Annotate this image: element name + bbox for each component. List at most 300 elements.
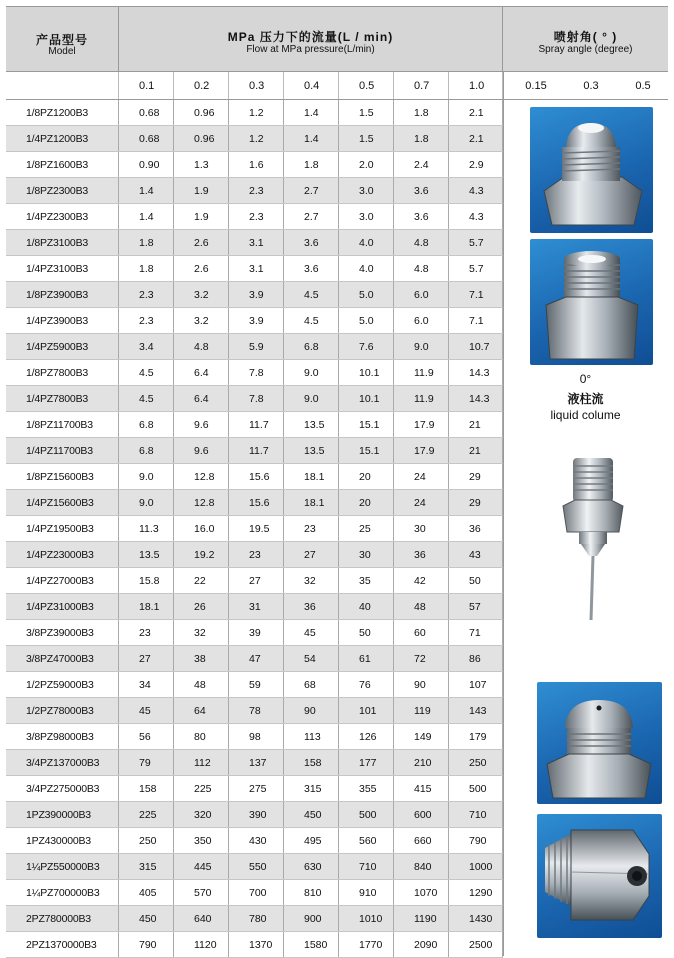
- flow-value-cell: 15.1: [339, 438, 394, 463]
- flow-value-cell: 158: [284, 750, 339, 775]
- flow-value-cell: 23: [284, 516, 339, 541]
- flow-value-cell: 10.7: [449, 334, 503, 359]
- spray-pressure-cell: 0.5: [635, 80, 651, 92]
- flow-value-cell: 11.9: [394, 360, 449, 385]
- model-header: [6, 6, 119, 72]
- model-cell: 3/8PZ98000B3: [6, 724, 119, 749]
- flow-value-cell: 1190: [394, 906, 449, 931]
- flow-value-cell: 2500: [449, 932, 503, 957]
- flow-value-cell: 6.4: [174, 360, 229, 385]
- flow-value-cell: 320: [174, 802, 229, 827]
- flow-value-cell: 36: [394, 542, 449, 567]
- flow-value-cell: 710: [339, 854, 394, 879]
- spray-type-zh: 液柱流: [567, 392, 604, 406]
- flow-value-cell: 72: [394, 646, 449, 671]
- table-row: [6, 906, 503, 932]
- flow-value-cell: 1.5: [339, 100, 394, 125]
- flow-value-cell: 18.1: [119, 594, 174, 619]
- flow-value-cell: 137: [229, 750, 284, 775]
- flow-value-cell: 23: [229, 542, 284, 567]
- table-row: [6, 516, 503, 542]
- model-cell: 1PZ430000B3: [6, 828, 119, 853]
- flow-value-cell: 39: [229, 620, 284, 645]
- pressure-cell: 0.3: [229, 72, 284, 99]
- flow-value-cell: 14.3: [449, 360, 503, 385]
- table-row: [6, 438, 503, 464]
- flow-value-cell: 355: [339, 776, 394, 801]
- flow-value-cell: 36: [449, 516, 503, 541]
- table-row: [6, 178, 503, 204]
- flow-value-cell: 0.96: [174, 126, 229, 151]
- model-cell: 3/8PZ47000B3: [6, 646, 119, 671]
- spray-header: [503, 6, 668, 72]
- flow-value-cell: 450: [119, 906, 174, 931]
- flow-value-cell: 560: [339, 828, 394, 853]
- flow-value-cell: 3.1: [229, 230, 284, 255]
- nozzle-photo-1: [530, 107, 653, 233]
- flow-value-cell: 9.0: [394, 334, 449, 359]
- table-row: [6, 672, 503, 698]
- flow-value-cell: 30: [339, 542, 394, 567]
- flow-value-cell: 27: [119, 646, 174, 671]
- flow-value-cell: 101: [339, 698, 394, 723]
- flow-value-cell: 15.1: [339, 412, 394, 437]
- flow-value-cell: 405: [119, 880, 174, 905]
- flow-value-cell: 415: [394, 776, 449, 801]
- table-row: [6, 854, 503, 880]
- pressure-row-blank: [6, 72, 119, 99]
- flow-value-cell: 9.6: [174, 438, 229, 463]
- flow-value-cell: 126: [339, 724, 394, 749]
- flow-value-cell: 4.0: [339, 230, 394, 255]
- flow-value-cell: 3.9: [229, 308, 284, 333]
- model-header-zh: 产品型号: [35, 33, 88, 47]
- model-cell: 3/8PZ39000B3: [6, 620, 119, 645]
- model-cell: 1/2PZ59000B3: [6, 672, 119, 697]
- flow-value-cell: 15.6: [229, 490, 284, 515]
- model-cell: 1PZ390000B3: [6, 802, 119, 827]
- flow-value-cell: 630: [284, 854, 339, 879]
- flow-value-cell: 1000: [449, 854, 503, 879]
- model-cell: 3/4PZ137000B3: [6, 750, 119, 775]
- flow-value-cell: 13.5: [119, 542, 174, 567]
- flow-value-cell: 2.6: [174, 256, 229, 281]
- flow-value-cell: 4.5: [119, 360, 174, 385]
- flow-value-cell: 2.4: [394, 152, 449, 177]
- flow-value-cell: 1.6: [229, 152, 284, 177]
- table-row: [6, 412, 503, 438]
- flow-value-cell: 10.1: [339, 386, 394, 411]
- flow-value-cell: 60: [394, 620, 449, 645]
- flow-header-en: Flow at MPa pressure(L/min): [246, 44, 375, 55]
- flow-value-cell: 1.2: [229, 126, 284, 151]
- flow-value-cell: 29: [449, 464, 503, 489]
- flow-value-cell: 2.9: [449, 152, 503, 177]
- model-cell: 3/4PZ275000B3: [6, 776, 119, 801]
- flow-value-cell: 32: [174, 620, 229, 645]
- flow-value-cell: 36: [284, 594, 339, 619]
- flow-value-cell: 3.0: [339, 178, 394, 203]
- flow-value-cell: 158: [119, 776, 174, 801]
- flow-value-cell: 6.8: [119, 412, 174, 437]
- flow-value-cell: 5.0: [339, 282, 394, 307]
- flow-value-cell: 1.2: [229, 100, 284, 125]
- flow-value-cell: 2.3: [119, 308, 174, 333]
- table-row: [6, 230, 503, 256]
- flow-value-cell: 810: [284, 880, 339, 905]
- flow-value-cell: 18.1: [284, 464, 339, 489]
- flow-value-cell: 1.8: [284, 152, 339, 177]
- model-cell: 1/8PZ2300B3: [6, 178, 119, 203]
- table-row: [6, 620, 503, 646]
- flow-value-cell: 4.8: [394, 230, 449, 255]
- table-row: [6, 698, 503, 724]
- table-row: [6, 880, 503, 906]
- flow-value-cell: 18.1: [284, 490, 339, 515]
- pressure-row: [6, 72, 668, 100]
- nozzle-photo-2: [530, 239, 653, 365]
- flow-value-cell: 4.5: [119, 386, 174, 411]
- table-row: [6, 256, 503, 282]
- flow-value-cell: 9.0: [284, 360, 339, 385]
- flow-value-cell: 4.5: [284, 308, 339, 333]
- nozzle-photo-pinhole: [537, 682, 662, 804]
- flow-value-cell: 23: [119, 620, 174, 645]
- model-cell: 1/8PZ1200B3: [6, 100, 119, 125]
- flow-value-cell: 1.4: [284, 100, 339, 125]
- flow-value-cell: 26: [174, 594, 229, 619]
- pressure-cell: 0.5: [339, 72, 394, 99]
- flow-value-cell: 2.1: [449, 100, 503, 125]
- flow-value-cell: 15.8: [119, 568, 174, 593]
- flow-value-cell: 710: [449, 802, 503, 827]
- flow-value-cell: 20: [339, 490, 394, 515]
- flow-value-cell: 9.0: [119, 490, 174, 515]
- flow-value-cell: 17.9: [394, 412, 449, 437]
- flow-value-cell: 495: [284, 828, 339, 853]
- flow-value-cell: 113: [284, 724, 339, 749]
- flow-value-cell: 4.3: [449, 204, 503, 229]
- flow-value-cell: 13.5: [284, 412, 339, 437]
- flow-value-cell: 4.5: [284, 282, 339, 307]
- flow-value-cell: 90: [394, 672, 449, 697]
- flow-value-cell: 24: [394, 464, 449, 489]
- pressure-cell: 1.0: [449, 72, 503, 99]
- flow-value-cell: 570: [174, 880, 229, 905]
- flow-value-cell: 2.7: [284, 178, 339, 203]
- flow-value-cell: 4.0: [339, 256, 394, 281]
- flow-value-cell: 14.3: [449, 386, 503, 411]
- flow-value-cell: 600: [394, 802, 449, 827]
- flow-value-cell: 12.8: [174, 464, 229, 489]
- flow-value-cell: 64: [174, 698, 229, 723]
- spray-pressure-cell: 0.3: [583, 80, 599, 92]
- flow-value-cell: 0.96: [174, 100, 229, 125]
- flow-value-cell: 2.3: [119, 282, 174, 307]
- flow-value-cell: 1.9: [174, 204, 229, 229]
- flow-value-cell: 3.2: [174, 308, 229, 333]
- flow-value-cell: 20: [339, 464, 394, 489]
- flow-value-cell: 500: [339, 802, 394, 827]
- pressure-cell: 0.4: [284, 72, 339, 99]
- flow-value-cell: 30: [394, 516, 449, 541]
- table-row: [6, 464, 503, 490]
- flow-value-cell: 68: [284, 672, 339, 697]
- model-cell: 1/4PZ7800B3: [6, 386, 119, 411]
- table-row: [6, 594, 503, 620]
- flow-value-cell: 11.7: [229, 412, 284, 437]
- flow-value-cell: 1.8: [119, 230, 174, 255]
- flow-value-cell: 6.0: [394, 308, 449, 333]
- model-cell: 1/4PZ27000B3: [6, 568, 119, 593]
- flow-value-cell: 9.6: [174, 412, 229, 437]
- table-row: [6, 802, 503, 828]
- model-cell: 1/4PZ5900B3: [6, 334, 119, 359]
- column-divider: [503, 72, 504, 956]
- nozzle-photo-hex: [537, 814, 662, 938]
- flow-value-cell: 1.8: [119, 256, 174, 281]
- flow-value-cell: 900: [284, 906, 339, 931]
- flow-value-cell: 12.8: [174, 490, 229, 515]
- model-header-en: Model: [48, 46, 76, 57]
- flow-value-cell: 2.6: [174, 230, 229, 255]
- model-cell: 1/4PZ11700B3: [6, 438, 119, 463]
- flow-value-cell: 177: [339, 750, 394, 775]
- flow-value-cell: 4.3: [449, 178, 503, 203]
- flow-value-cell: 80: [174, 724, 229, 749]
- pressure-cell: 0.1: [119, 72, 174, 99]
- table-row: [6, 724, 503, 750]
- flow-value-cell: 57: [449, 594, 503, 619]
- table-row: [6, 282, 503, 308]
- flow-value-cell: 2.3: [229, 178, 284, 203]
- flow-value-cell: 11.3: [119, 516, 174, 541]
- model-cell: 1/4PZ23000B3: [6, 542, 119, 567]
- flow-value-cell: 50: [449, 568, 503, 593]
- flow-value-cell: 119: [394, 698, 449, 723]
- flow-value-cell: 2.3: [229, 204, 284, 229]
- flow-value-cell: 10.1: [339, 360, 394, 385]
- flow-value-cell: 2.1: [449, 126, 503, 151]
- flow-value-cell: 32: [284, 568, 339, 593]
- table-row: [6, 334, 503, 360]
- model-cell: 2PZ780000B3: [6, 906, 119, 931]
- flow-value-cell: 11.9: [394, 386, 449, 411]
- flow-value-cell: 47: [229, 646, 284, 671]
- flow-value-cell: 42: [394, 568, 449, 593]
- flow-value-cell: 59: [229, 672, 284, 697]
- flow-header-zh: MPa 压力下的流量(L / min): [227, 30, 394, 44]
- flow-value-cell: 1370: [229, 932, 284, 957]
- pressure-cell: 0.7: [394, 72, 449, 99]
- flow-value-cell: 1.4: [119, 178, 174, 203]
- flow-value-cell: 250: [449, 750, 503, 775]
- flow-value-cell: 5.0: [339, 308, 394, 333]
- flow-value-cell: 48: [174, 672, 229, 697]
- pressure-cell: 0.2: [174, 72, 229, 99]
- flow-value-cell: 3.6: [284, 230, 339, 255]
- nozzle-photo-needle: [551, 452, 633, 622]
- flow-value-cell: 275: [229, 776, 284, 801]
- flow-value-cell: 27: [284, 542, 339, 567]
- flow-value-cell: 5.9: [229, 334, 284, 359]
- table-row: [6, 386, 503, 412]
- flow-value-cell: 2.0: [339, 152, 394, 177]
- flow-value-cell: 1290: [449, 880, 503, 905]
- model-cell: 1/8PZ11700B3: [6, 412, 119, 437]
- flow-value-cell: 24: [394, 490, 449, 515]
- table-row: [6, 204, 503, 230]
- flow-value-cell: 179: [449, 724, 503, 749]
- model-cell: 1/8PZ3100B3: [6, 230, 119, 255]
- flow-value-cell: 0.90: [119, 152, 174, 177]
- flow-value-cell: 56: [119, 724, 174, 749]
- flow-header: [119, 6, 503, 72]
- flow-value-cell: 45: [284, 620, 339, 645]
- flow-value-cell: 76: [339, 672, 394, 697]
- flow-value-cell: 3.6: [284, 256, 339, 281]
- flow-value-cell: 430: [229, 828, 284, 853]
- flow-value-cell: 43: [449, 542, 503, 567]
- flow-value-cell: 6.8: [119, 438, 174, 463]
- flow-value-cell: 15.6: [229, 464, 284, 489]
- spray-pressure-cell: 0.15: [525, 80, 547, 92]
- flow-value-cell: 700: [229, 880, 284, 905]
- flow-value-cell: 6.4: [174, 386, 229, 411]
- flow-value-cell: 210: [394, 750, 449, 775]
- table-row: [6, 568, 503, 594]
- flow-value-cell: 54: [284, 646, 339, 671]
- table-row: [6, 100, 503, 126]
- model-cell: 1/4PZ3100B3: [6, 256, 119, 281]
- flow-value-cell: 7.6: [339, 334, 394, 359]
- flow-value-cell: 45: [119, 698, 174, 723]
- flow-value-cell: 71: [449, 620, 503, 645]
- flow-value-cell: 5.7: [449, 230, 503, 255]
- flow-value-cell: 790: [449, 828, 503, 853]
- flow-value-cell: 25: [339, 516, 394, 541]
- flow-value-cell: 445: [174, 854, 229, 879]
- table-row: [6, 542, 503, 568]
- flow-value-cell: 1.3: [174, 152, 229, 177]
- flow-value-cell: 1010: [339, 906, 394, 931]
- flow-value-cell: 660: [394, 828, 449, 853]
- flow-value-cell: 22: [174, 568, 229, 593]
- flow-value-cell: 780: [229, 906, 284, 931]
- flow-value-cell: 149: [394, 724, 449, 749]
- flow-value-cell: 50: [339, 620, 394, 645]
- spray-header-en: Spray angle (degree): [538, 44, 633, 55]
- flow-value-cell: 19.5: [229, 516, 284, 541]
- flow-value-cell: 500: [449, 776, 503, 801]
- flow-value-cell: 450: [284, 802, 339, 827]
- flow-value-cell: 225: [119, 802, 174, 827]
- flow-value-cell: 13.5: [284, 438, 339, 463]
- table-row: [6, 932, 503, 958]
- flow-value-cell: 1120: [174, 932, 229, 957]
- flow-value-cell: 27: [229, 568, 284, 593]
- model-cell: 2PZ1370000B3: [6, 932, 119, 957]
- flow-value-cell: 7.8: [229, 386, 284, 411]
- model-cell: 1/8PZ3900B3: [6, 282, 119, 307]
- flow-value-cell: 6.8: [284, 334, 339, 359]
- flow-value-cell: 1430: [449, 906, 503, 931]
- flow-value-cell: 9.0: [284, 386, 339, 411]
- flow-value-cell: 3.0: [339, 204, 394, 229]
- flow-value-cell: 107: [449, 672, 503, 697]
- flow-value-cell: 2.7: [284, 204, 339, 229]
- table-row: [6, 646, 503, 672]
- table-row: [6, 152, 503, 178]
- flow-value-cell: 3.9: [229, 282, 284, 307]
- flow-value-cell: 35: [339, 568, 394, 593]
- flow-value-cell: 90: [284, 698, 339, 723]
- flow-value-cell: 21: [449, 412, 503, 437]
- model-cell: 1/8PZ15600B3: [6, 464, 119, 489]
- flow-value-cell: 48: [394, 594, 449, 619]
- flow-table-body: [6, 100, 503, 958]
- model-cell: 1¼PZ550000B3: [6, 854, 119, 879]
- flow-value-cell: 550: [229, 854, 284, 879]
- table-row: [6, 126, 503, 152]
- flow-value-cell: 225: [174, 776, 229, 801]
- flow-value-cell: 1.4: [119, 204, 174, 229]
- flow-value-cell: 3.6: [394, 178, 449, 203]
- flow-value-cell: 3.2: [174, 282, 229, 307]
- flow-value-cell: 315: [119, 854, 174, 879]
- flow-value-cell: 1580: [284, 932, 339, 957]
- table-row: [6, 360, 503, 386]
- flow-value-cell: 1.8: [394, 126, 449, 151]
- table-row: [6, 828, 503, 854]
- flow-value-cell: 5.7: [449, 256, 503, 281]
- model-cell: 1/8PZ1600B3: [6, 152, 119, 177]
- flow-value-cell: 390: [229, 802, 284, 827]
- flow-value-cell: 61: [339, 646, 394, 671]
- spray-angle-value: 0°: [579, 372, 592, 386]
- model-cell: 1/4PZ31000B3: [6, 594, 119, 619]
- flow-value-cell: 7.1: [449, 282, 503, 307]
- model-cell: 1/4PZ19500B3: [6, 516, 119, 541]
- flow-value-cell: 31: [229, 594, 284, 619]
- flow-value-cell: 0.68: [119, 126, 174, 151]
- flow-value-cell: 1.9: [174, 178, 229, 203]
- flow-value-cell: 1.5: [339, 126, 394, 151]
- model-cell: 1¼PZ700000B3: [6, 880, 119, 905]
- model-cell: 1/8PZ7800B3: [6, 360, 119, 385]
- table-row: [6, 776, 503, 802]
- flow-value-cell: 38: [174, 646, 229, 671]
- flow-value-cell: 7.8: [229, 360, 284, 385]
- spray-type-en: liquid colume: [550, 408, 621, 422]
- flow-value-cell: 3.6: [394, 204, 449, 229]
- table-row: [6, 490, 503, 516]
- flow-value-cell: 2090: [394, 932, 449, 957]
- flow-value-cell: 6.0: [394, 282, 449, 307]
- flow-value-cell: 350: [174, 828, 229, 853]
- flow-value-cell: 143: [449, 698, 503, 723]
- flow-value-cell: 29: [449, 490, 503, 515]
- flow-value-cell: 0.68: [119, 100, 174, 125]
- flow-value-cell: 315: [284, 776, 339, 801]
- model-cell: 1/2PZ78000B3: [6, 698, 119, 723]
- flow-value-cell: 78: [229, 698, 284, 723]
- model-cell: 1/4PZ2300B3: [6, 204, 119, 229]
- model-cell: 1/4PZ3900B3: [6, 308, 119, 333]
- table-row: [6, 308, 503, 334]
- model-cell: 1/4PZ1200B3: [6, 126, 119, 151]
- flow-value-cell: 3.1: [229, 256, 284, 281]
